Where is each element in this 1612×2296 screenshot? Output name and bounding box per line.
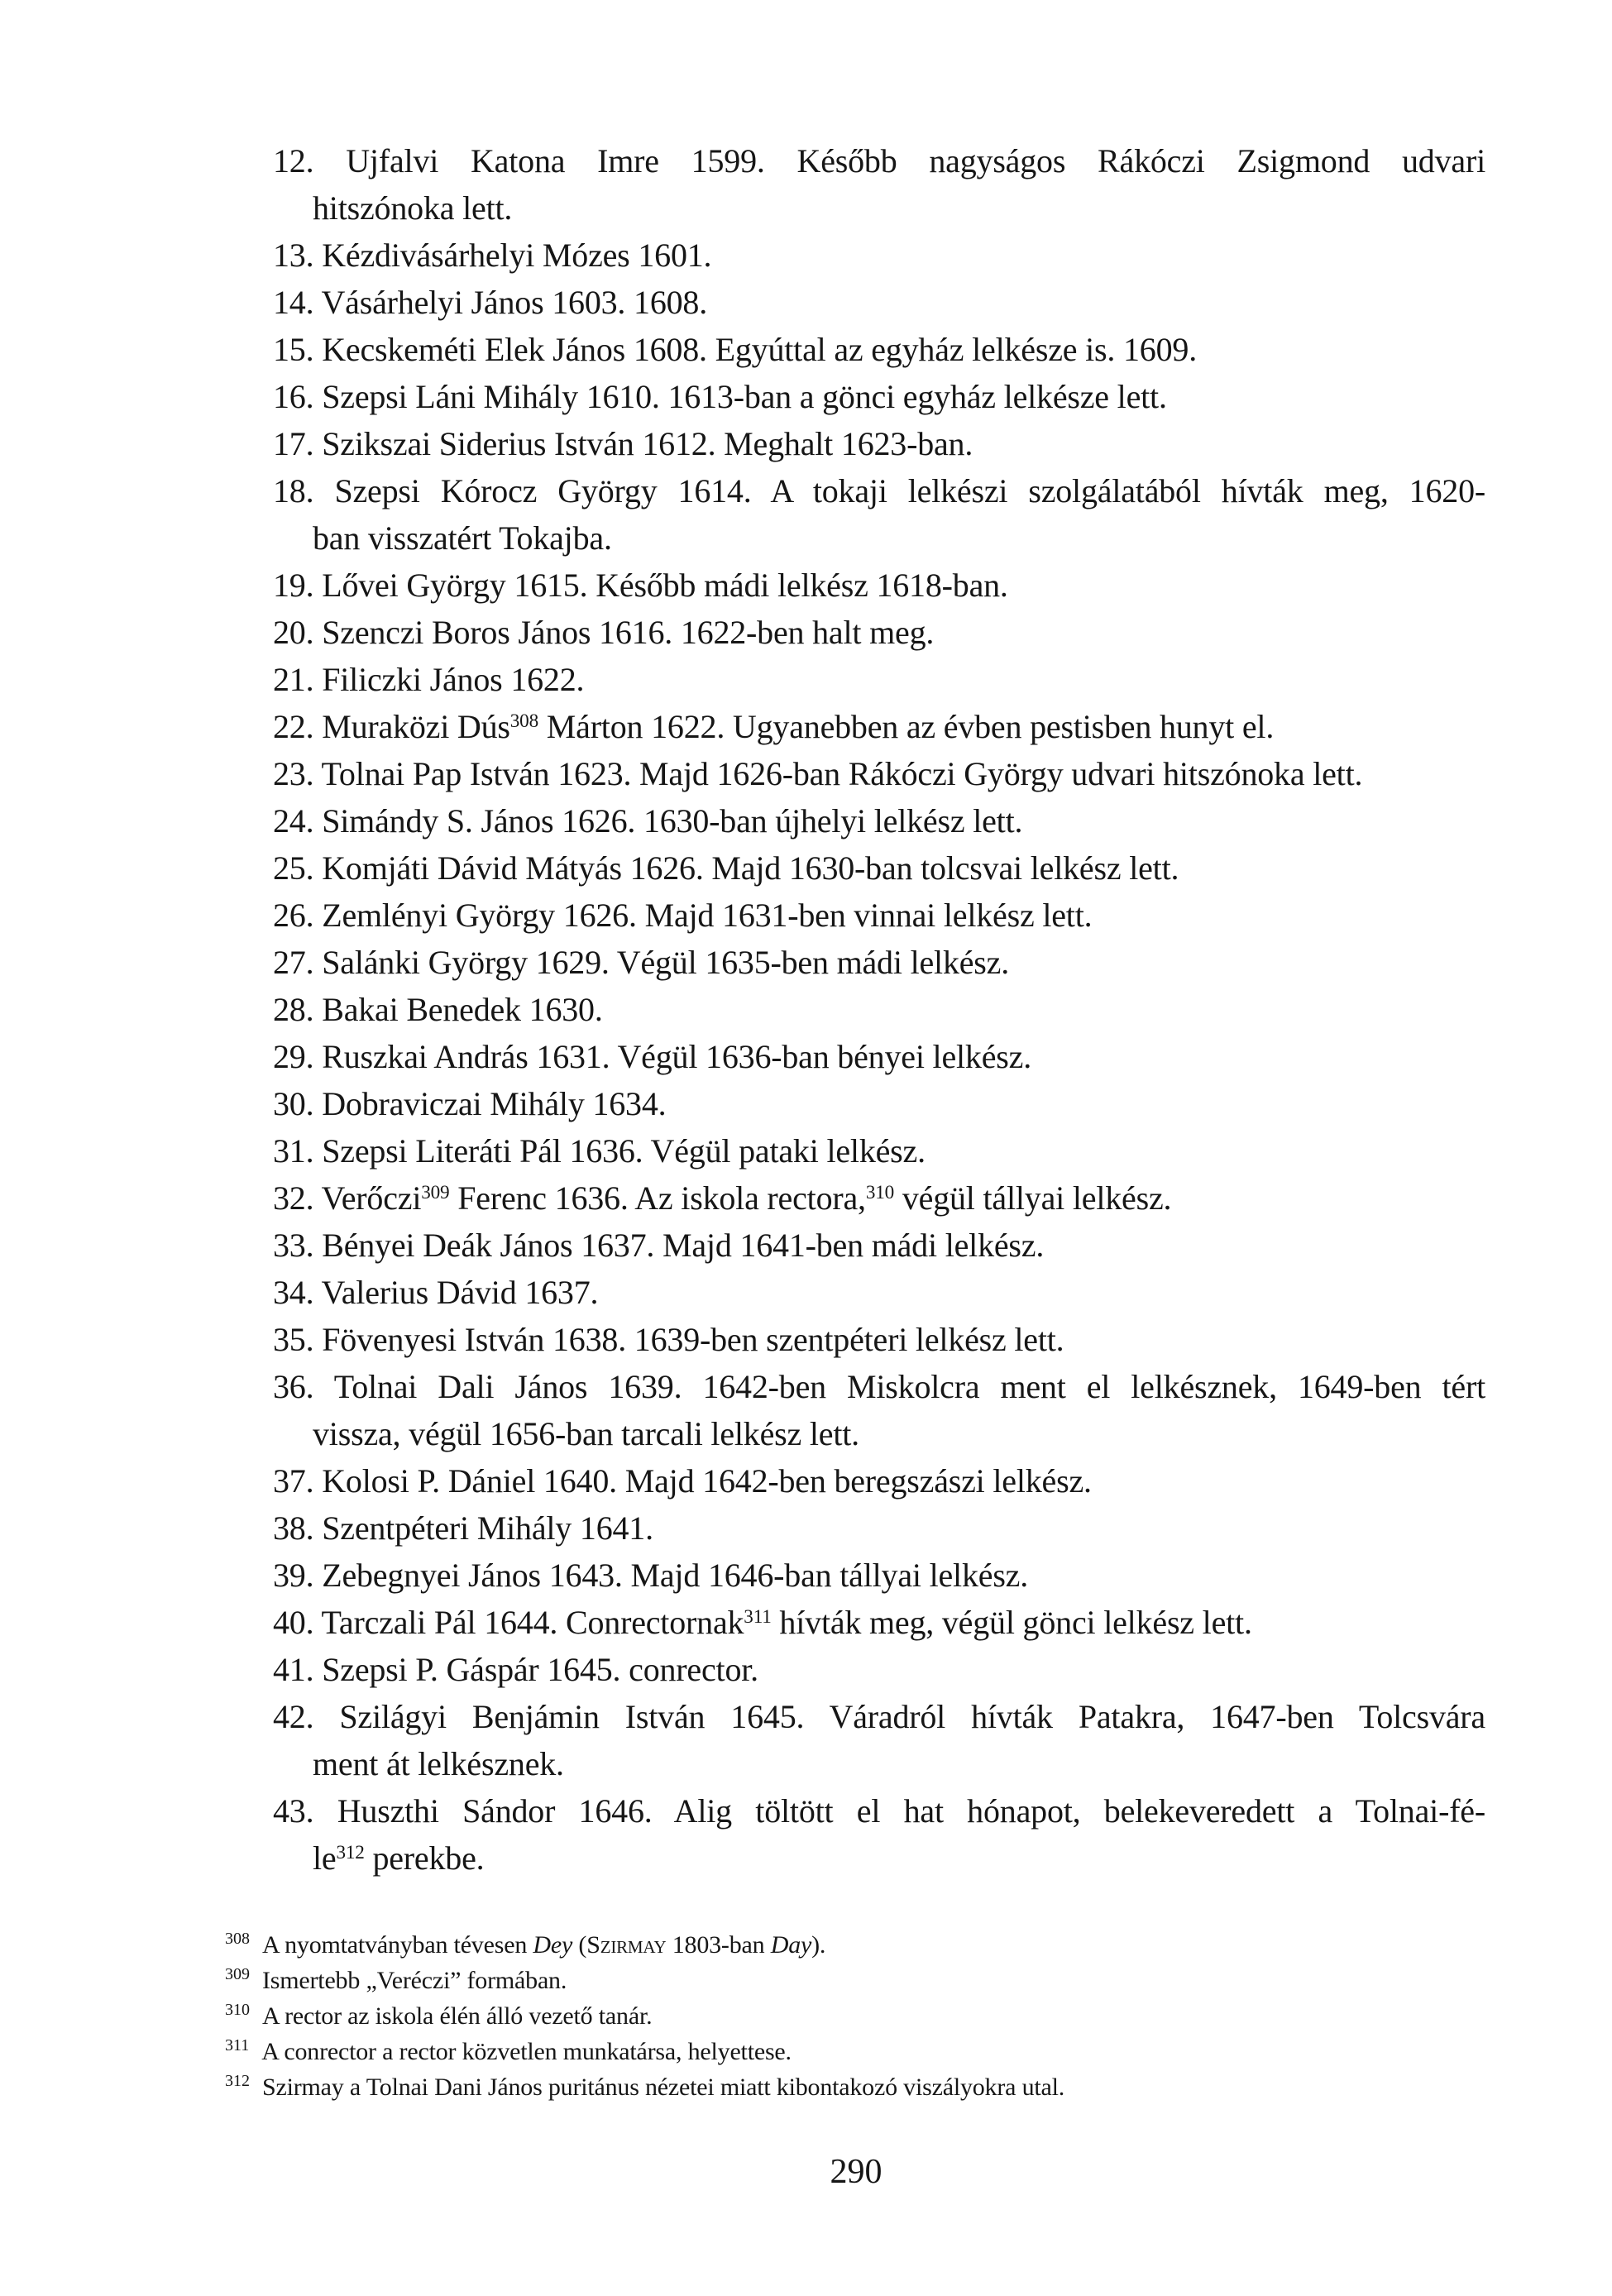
list-item-16 xyxy=(273,373,1485,420)
item-first-line: 17. Szikszai Siderius István 1612. Meghalt 1623-ban. xyxy=(273,425,973,462)
item-continuation-line: ment át lelkésznek. xyxy=(313,1745,564,1782)
item-number: 34. xyxy=(273,1274,314,1311)
item-number: 12. xyxy=(273,142,314,179)
item-number: 15. xyxy=(273,331,314,368)
footnote-text: Szirmay a Tolnai Dani János puritánus nézetei miatt kibontakozó viszályokra utal. xyxy=(262,2074,1065,2101)
list-item-33 xyxy=(273,1222,1485,1269)
footnote-ref-311: 311 xyxy=(744,1606,772,1629)
footnote-310 xyxy=(225,2000,1499,2035)
item-first-line: 36. Tolnai Dali János 1639. 1642-ben Miskolcra ment el lelkésznek, 1649-ben tért xyxy=(273,1368,1486,1405)
list-item-25 xyxy=(273,844,1485,892)
list-item-19 xyxy=(273,562,1485,609)
list-item-35 xyxy=(273,1316,1485,1363)
item-number: 27. xyxy=(273,944,314,981)
list-item-15 xyxy=(273,326,1485,373)
footnotes-block xyxy=(225,1929,1499,2107)
footnote-ref-308: 308 xyxy=(509,710,538,733)
footnote-text: A conrector a rector közvetlen munkatársa, helyettese. xyxy=(261,2038,792,2065)
item-first-line: 38. Szentpéteri Mihály 1641. xyxy=(273,1509,653,1547)
footnote-number: 308 xyxy=(225,1930,250,1948)
item-continuation-line: vissza, végül 1656-ban tarcali lelkész lett. xyxy=(313,1415,859,1452)
item-number: 33. xyxy=(273,1227,314,1264)
item-first-line: 28. Bakai Benedek 1630. xyxy=(273,991,603,1028)
item-number: 24. xyxy=(273,802,314,839)
item-number: 41. xyxy=(273,1651,314,1688)
list-item-26 xyxy=(273,892,1485,939)
item-first-line: 34. Valerius Dávid 1637. xyxy=(273,1274,599,1311)
list-item-34 xyxy=(273,1269,1485,1316)
item-first-line: 20. Szenczi Boros János 1616. 1622-ben halt meg. xyxy=(273,614,935,651)
item-first-line: 22. Muraközi Dús$^{308}$ Márton 1622. Ugyanebben az évben pestisben hunyt el. xyxy=(273,708,1275,745)
list-item-42 xyxy=(273,1693,1485,1787)
footnote-number: 311 xyxy=(225,2036,250,2054)
list-item-20 xyxy=(273,609,1485,656)
item-first-line: 29. Ruszkai András 1631. Végül 1636-ban bényei lelkész. xyxy=(273,1038,1031,1075)
item-number: 39. xyxy=(273,1557,314,1594)
item-first-line: 42. Szilágyi Benjámin István 1645. Váradról hívták Patakra, 1647-ben Tolcsvára xyxy=(273,1698,1485,1735)
page-number: 290 xyxy=(830,2153,883,2191)
list-item-30 xyxy=(273,1080,1485,1127)
item-first-line: 21. Filiczki János 1622. xyxy=(273,661,585,698)
item-number: 20. xyxy=(273,614,314,651)
item-number: 22. xyxy=(273,708,314,745)
list-item-36 xyxy=(273,1363,1485,1457)
footnote-text: Ismertebb „Veréczi” formában. xyxy=(262,1967,567,1994)
list-item-27 xyxy=(273,939,1485,986)
list-item-13 xyxy=(273,232,1485,279)
item-first-line: 39. Zebegnyei János 1643. Majd 1646-ban tállyai lelkész. xyxy=(273,1557,1029,1594)
item-first-line: 33. Bényei Deák János 1637. Majd 1641-ben mádi lelkész. xyxy=(273,1227,1045,1264)
item-number: 42. xyxy=(273,1698,314,1735)
footnote-number: 312 xyxy=(225,2072,250,2090)
list-item-28 xyxy=(273,986,1485,1033)
item-first-line: 15. Kecskeméti Elek János 1608. Egyúttal az egyház lelkésze is. 1609. xyxy=(273,331,1198,368)
list-item-43 xyxy=(273,1787,1485,1882)
item-first-line: 23. Tolnai Pap István 1623. Majd 1626-ban Rákóczi György udvari hitszónoka lett. xyxy=(273,755,1363,792)
item-number: 13. xyxy=(273,237,314,274)
item-first-line: 31. Szepsi Literáti Pál 1636. Végül pataki lelkész. xyxy=(273,1132,926,1170)
item-number: 17. xyxy=(273,425,314,462)
item-first-line: 14. Vásárhelyi János 1603. 1608. xyxy=(273,284,708,321)
item-first-line: 19. Lővei György 1615. Később mádi lelkész 1618-ban. xyxy=(273,567,1008,604)
item-continuation-line: le$^{312}$ perekbe. xyxy=(313,1839,485,1877)
list-item-32 xyxy=(273,1174,1485,1222)
item-number: 31. xyxy=(273,1132,314,1170)
item-first-line: 40. Tarczali Pál 1644. Conrectornak$^{311}$ hívták meg, végül gönci lelkész lett. xyxy=(273,1604,1252,1641)
list-item-37 xyxy=(273,1457,1485,1504)
item-number: 35. xyxy=(273,1321,314,1358)
footnote-311 xyxy=(225,2035,1499,2071)
item-first-line: 26. Zemlényi György 1626. Majd 1631-ben vinnai lelkész lett. xyxy=(273,897,1093,934)
list-item-12 xyxy=(273,137,1485,232)
footnote-ref-310: 310 xyxy=(865,1182,895,1204)
item-number: 21. xyxy=(273,661,314,698)
item-number: 16. xyxy=(273,378,314,415)
list-item-29 xyxy=(273,1033,1485,1080)
italic-text: Day xyxy=(770,1931,812,1959)
item-number: 40. xyxy=(273,1604,314,1641)
item-first-line: 16. Szepsi Láni Mihály 1610. 1613-ban a gönci egyház lelkésze lett. xyxy=(273,378,1167,415)
item-first-line: 27. Salánki György 1629. Végül 1635-ben mádi lelkész. xyxy=(273,944,1010,981)
item-number: 19. xyxy=(273,567,314,604)
list-item-14 xyxy=(273,279,1485,326)
item-number: 38. xyxy=(273,1509,314,1547)
footnote-text: A rector az iskola élén álló vezető tanár. xyxy=(262,2002,653,2030)
list-item-21 xyxy=(273,656,1485,703)
footnote-number: 310 xyxy=(225,2001,250,2019)
footnote-312 xyxy=(225,2071,1499,2107)
item-continuation-line: ban visszatért Tokajba. xyxy=(313,519,612,557)
footnote-309 xyxy=(225,1964,1499,2000)
item-first-line: 35. Fövenyesi István 1638. 1639-ben szentpéteri lelkész lett. xyxy=(273,1321,1064,1358)
item-first-line: 41. Szepsi P. Gáspár 1645. conrector. xyxy=(273,1651,758,1688)
item-number: 25. xyxy=(273,849,314,887)
item-first-line: 24. Simándy S. János 1626. 1630-ban újhelyi lelkész lett. xyxy=(273,802,1023,839)
item-number: 32. xyxy=(273,1179,314,1217)
item-first-line: 32. Verőczi$^{309}$ Ferenc 1636. Az iskola rectora,$^{310}$ végül tállyai lelkész. xyxy=(273,1179,1172,1217)
footnote-308 xyxy=(225,1929,1499,1964)
item-first-line: 12. Ujfalvi Katona Imre 1599. Később nagyságos Rákóczi Zsigmond udvari xyxy=(273,142,1485,179)
item-first-line: 37. Kolosi P. Dániel 1640. Majd 1642-ben beregszászi lelkész. xyxy=(273,1462,1092,1500)
list-item-24 xyxy=(273,797,1485,844)
item-number: 37. xyxy=(273,1462,314,1500)
list-item-41 xyxy=(273,1646,1485,1693)
italic-text: Dey xyxy=(533,1931,573,1959)
item-number: 28. xyxy=(273,991,314,1028)
list-item-22 xyxy=(273,703,1485,750)
footnote-text: A nyomtatványban tévesen Dey (Szirmay 1803-ban Day). xyxy=(262,1931,826,1959)
list-item-18 xyxy=(273,467,1485,562)
item-number: 29. xyxy=(273,1038,314,1075)
item-number: 30. xyxy=(273,1085,314,1122)
item-number: 18. xyxy=(273,472,314,509)
list-item-39 xyxy=(273,1552,1485,1599)
footnote-ref-312: 312 xyxy=(336,1842,365,1864)
item-first-line: 13. Kézdivásárhelyi Mózes 1601. xyxy=(273,237,712,274)
footnote-ref-309: 309 xyxy=(421,1182,450,1204)
item-number: 43. xyxy=(273,1792,314,1830)
item-first-line: 43. Huszthi Sándor 1646. Alig töltött el hat hónapot, belekeveredett a Tolnai-fé- xyxy=(273,1792,1485,1830)
list-item-31 xyxy=(273,1127,1485,1174)
list-item-17 xyxy=(273,420,1485,467)
small-caps-text: Szirmay xyxy=(586,1931,667,1959)
item-continuation-line: hitszónoka lett. xyxy=(313,189,513,227)
item-first-line: 18. Szepsi Kórocz György 1614. A tokaji lelkészi szolgálatából hívták meg, 1620- xyxy=(273,472,1485,509)
item-number: 23. xyxy=(273,755,314,792)
list-item-40 xyxy=(273,1599,1485,1646)
item-number: 26. xyxy=(273,897,314,934)
item-first-line: 25. Komjáti Dávid Mátyás 1626. Majd 1630-ban tolcsvai lelkész lett. xyxy=(273,849,1179,887)
item-number: 14. xyxy=(273,284,314,321)
item-first-line: 30. Dobraviczai Mihály 1634. xyxy=(273,1085,667,1122)
footnote-number: 309 xyxy=(225,1965,250,1983)
item-number: 36. xyxy=(273,1368,314,1405)
pastor-name-list xyxy=(273,137,1485,1882)
list-item-23 xyxy=(273,750,1485,797)
list-item-38 xyxy=(273,1504,1485,1552)
